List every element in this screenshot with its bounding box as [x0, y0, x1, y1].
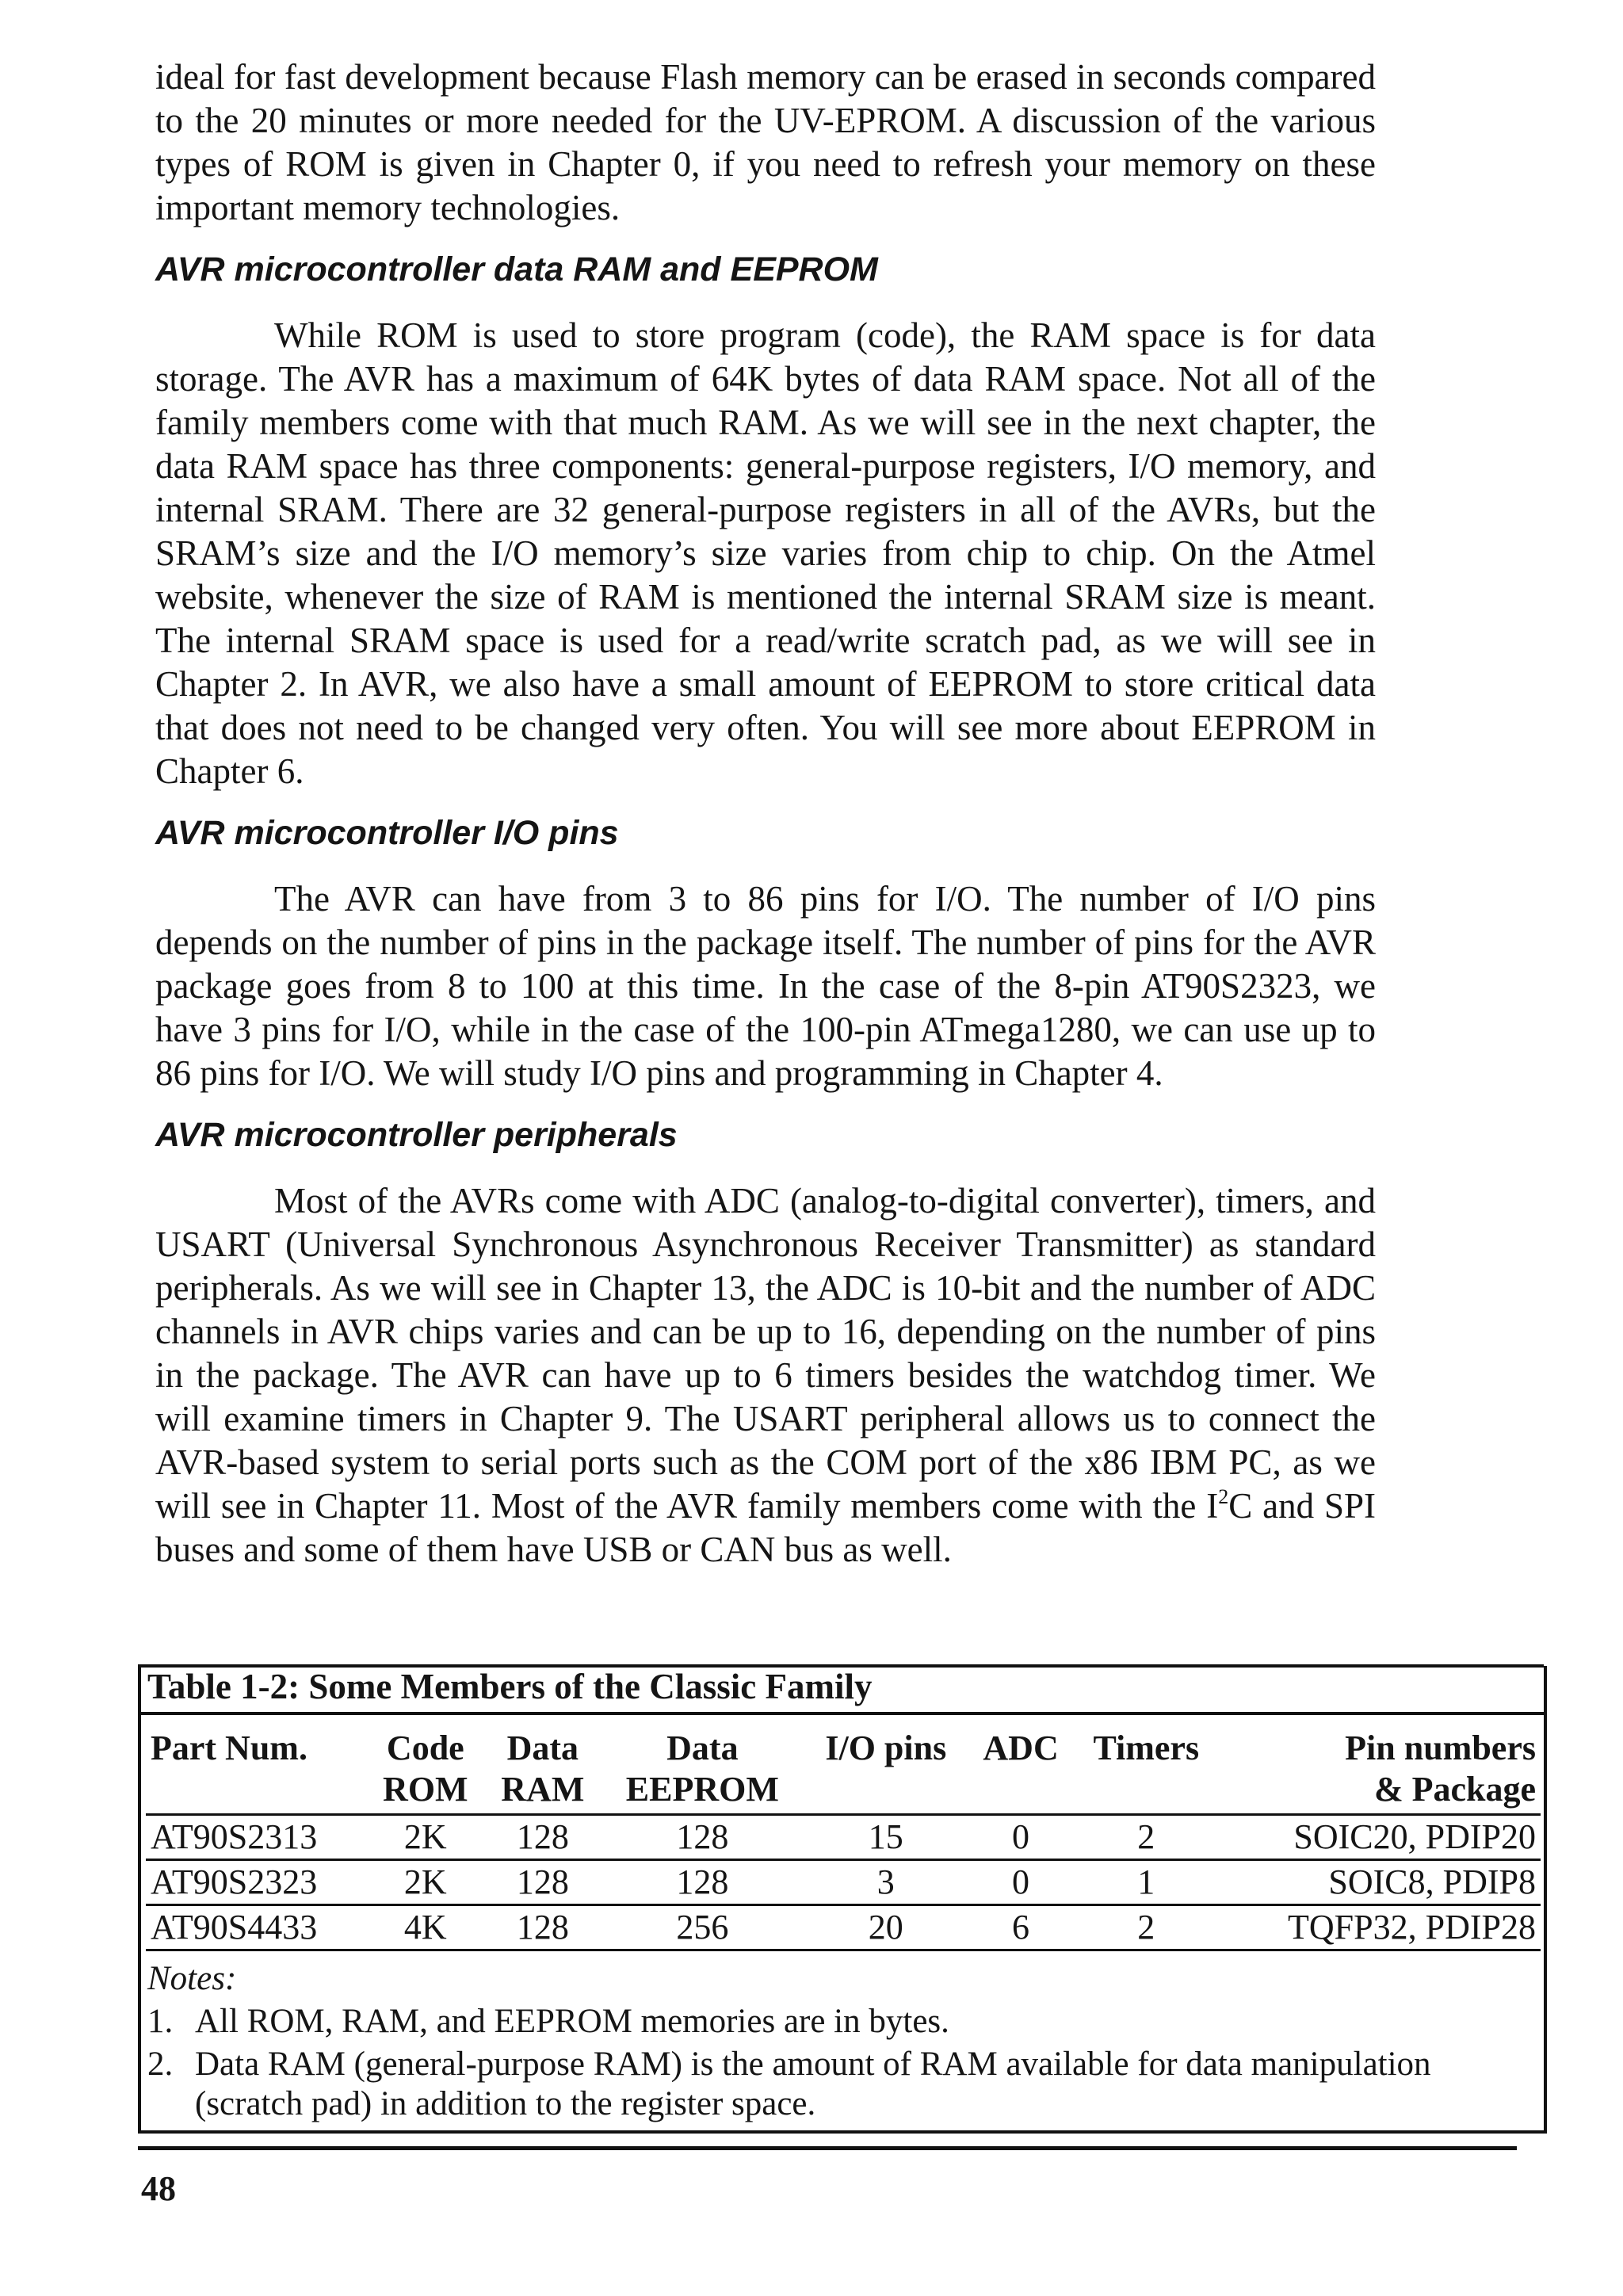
cell-timers: 2: [1074, 1815, 1218, 1860]
members-table: [146, 1720, 1541, 1951]
cell-data-eeprom: 256: [601, 1905, 804, 1950]
io-pins-paragraph: The AVR can have from 3 to 86 pins for I/O. The number of I/O pins depends on the number of pins in the package itself. The number of pins for the AVR package goes from 8 to 100 at this time. In the case of the 8-pin AT90S2323, we have 3 pins for I/O, while in the case of the 100-pin ATmega1280, we can use up to 86 pins for I/O. We will study I/O pins and programming in Chapter 4.: [155, 879, 1376, 1093]
peripherals-text-part1: Most of the AVRs come with ADC (analog-to-digital converter), timers, and USART (Universal Synchronous Asynchronous Receiver Transmitter) as standard peripherals. As we will see in Chapter 13, the ADC is 10-bit and the number of ADC channels in AVR chips varies and can be up to 16, depending on the number of pins in the package. The AVR can have up to 6 timers besides the watchdog timer. We will examine timers in Chapter 9. The USART peripheral allows us to connect the AVR-based system to serial ports such as the COM port of the x86 IBM PC, as we will see in Chapter 11. Most of the AVR family members come with the I: [155, 1181, 1376, 1526]
cell-part-num: AT90S2323: [146, 1860, 366, 1905]
cell-io-pins: 20: [804, 1905, 968, 1950]
cell-adc: 0: [968, 1860, 1074, 1905]
ram-eeprom-paragraph: While ROM is used to store program (code), the RAM space is for data storage. The AVR has a maximum of 64K bytes of data RAM space. Not all of the family members come with that much RAM. As we will see in the next chapter, the data RAM space has three components: general-purpose registers, I/O memory, and internal SRAM. There are 32 general-purpose registers in all of the AVRs, but the SRAM’s size and the I/O memory’s size varies from chip to chip. On the Atmel website, whenever the size of RAM is mentioned the internal SRAM size is meant. The internal SRAM space is used for a read/write scratch pad, as we will see in Chapter 2. In AVR, we also have a small amount of EEPROM to store critical data that does not need to be changed very often. You will see more about EEPROM in Chapter 6.: [155, 315, 1376, 791]
page-number: 48: [141, 2169, 176, 2208]
cell-adc: 0: [968, 1815, 1074, 1860]
notes-label: Notes:: [147, 1960, 237, 1997]
header-part-num: Part Num.: [146, 1720, 366, 1815]
cell-data-eeprom: 128: [601, 1860, 804, 1905]
table-row: [146, 1815, 1541, 1860]
header-adc: ADC: [968, 1720, 1074, 1815]
cell-data-eeprom: 128: [601, 1815, 804, 1860]
cell-io-pins: 15: [804, 1815, 968, 1860]
cell-pin-package: SOIC8, PDIP8: [1218, 1860, 1541, 1905]
header-data-eeprom: Data EEPROM: [601, 1720, 804, 1815]
table-header-row: [146, 1720, 1541, 1815]
classic-family-table-box: [138, 1666, 1547, 2134]
cell-part-num: AT90S2313: [146, 1815, 366, 1860]
cell-io-pins: 3: [804, 1860, 968, 1905]
cell-code-rom: 4K: [366, 1905, 485, 1950]
header-io-pins: I/O pins: [804, 1720, 968, 1815]
superscript-two: 2: [1218, 1485, 1229, 1508]
header-pin-package: Pin numbers & Package: [1218, 1720, 1541, 1815]
table-title: Table 1-2: Some Members of the Classic Family: [147, 1667, 873, 1706]
section-heading-ram-eeprom: AVR microcontroller data RAM and EEPROM: [155, 250, 878, 288]
header-data-ram: Data RAM: [485, 1720, 601, 1815]
cell-pin-package: SOIC20, PDIP20: [1218, 1815, 1541, 1860]
table-row: [146, 1905, 1541, 1950]
note-text: Data RAM (general-purpose RAM) is the amount of RAM available for data manipulation (scratch pad) in addition to the register space.: [195, 2046, 1431, 2122]
cell-part-num: AT90S4433: [146, 1905, 366, 1950]
note-number: 1.: [147, 2003, 174, 2040]
cell-timers: 2: [1074, 1905, 1218, 1950]
section-heading-io-pins: AVR microcontroller I/O pins: [155, 814, 619, 852]
table-row: [146, 1860, 1541, 1905]
footer-rule: [138, 2146, 1517, 2150]
cell-code-rom: 2K: [366, 1815, 485, 1860]
cell-code-rom: 2K: [366, 1860, 485, 1905]
peripherals-text-part2: C and SPI buses and some of them have USB or CAN bus as well.: [155, 1486, 1376, 1569]
cell-timers: 1: [1074, 1860, 1218, 1905]
page-body: [155, 55, 1376, 1572]
cell-data-ram: 128: [485, 1860, 601, 1905]
note-text: All ROM, RAM, and EEPROM memories are in bytes.: [195, 2003, 949, 2040]
cell-data-ram: 128: [485, 1815, 601, 1860]
intro-paragraph: ideal for fast development because Flash memory can be erased in seconds compared to the 20 minutes or more needed for the UV-EPROM. A discussion of the various types of ROM is given in Chapter 0, if you need to refresh your memory on these important memory technologies.: [155, 57, 1376, 227]
header-timers: Timers: [1074, 1720, 1218, 1815]
section-heading-peripherals: AVR microcontroller peripherals: [155, 1116, 678, 1154]
cell-pin-package: TQFP32, PDIP28: [1218, 1905, 1541, 1950]
header-code-rom: Code ROM: [366, 1720, 485, 1815]
cell-data-ram: 128: [485, 1905, 601, 1950]
table-notes: [147, 1959, 1536, 2124]
note-number: 2.: [147, 2046, 174, 2083]
cell-adc: 6: [968, 1905, 1074, 1950]
note-item: [147, 2045, 1536, 2124]
note-item: [147, 2002, 1536, 2042]
peripherals-paragraph: [155, 1179, 1376, 1572]
